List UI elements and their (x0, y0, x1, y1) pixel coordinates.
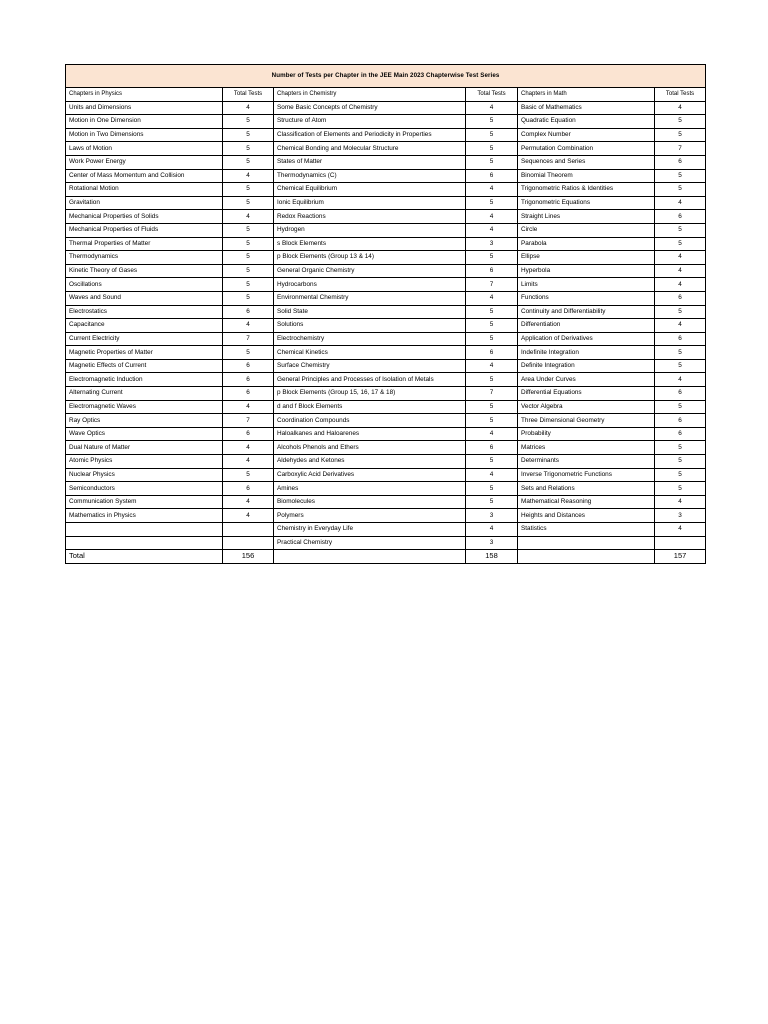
chemistry-chapter: General Organic Chemistry (274, 264, 466, 278)
empty-cell (518, 550, 655, 564)
physics-chapter: Atomic Physics (66, 455, 223, 469)
physics-tests: 6 (223, 387, 274, 401)
physics-chapter (66, 523, 223, 537)
chemistry-chapter: Structure of Atom (274, 115, 466, 129)
physics-chapter: Electromagnetic Induction (66, 373, 223, 387)
chemistry-chapter: p Block Elements (Group 13 & 14) (274, 251, 466, 265)
physics-tests: 5 (223, 346, 274, 360)
chemistry-chapter: d and f Block Elements (274, 400, 466, 414)
table-row (66, 115, 706, 129)
table-row (66, 128, 706, 142)
math-chapter: Mathematical Reasoning (518, 495, 655, 509)
math-chapter: Straight Lines (518, 210, 655, 224)
chemistry-tests: 6 (466, 441, 518, 455)
physics-chapter: Rotational Motion (66, 183, 223, 197)
math-chapter: Binomial Theorem (518, 169, 655, 183)
math-chapter: Functions (518, 291, 655, 305)
header-row (66, 88, 706, 102)
math-chapter: Sequences and Series (518, 155, 655, 169)
math-chapter: Statistics (518, 523, 655, 537)
math-chapter (518, 536, 655, 550)
total-label: Total (66, 550, 223, 564)
chemistry-chapter: Practical Chemistry (274, 536, 466, 550)
table-row (66, 387, 706, 401)
chemistry-chapter: Polymers (274, 509, 466, 523)
table-row (66, 468, 706, 482)
math-tests: 5 (655, 468, 706, 482)
physics-header: Chapters in Physics (66, 88, 223, 102)
physics-tests: 5 (223, 128, 274, 142)
chemistry-tests: 5 (466, 373, 518, 387)
chemistry-chapter: Solid State (274, 305, 466, 319)
table-row (66, 332, 706, 346)
physics-chapter: Semiconductors (66, 482, 223, 496)
physics-tests: 6 (223, 359, 274, 373)
math-chapter: Quadratic Equation (518, 115, 655, 129)
math-header: Chapters in Math (518, 88, 655, 102)
chemistry-chapter: States of Matter (274, 155, 466, 169)
math-chapter: Sets and Relations (518, 482, 655, 496)
table-row (66, 319, 706, 333)
table-row (66, 455, 706, 469)
math-total-header: Total Tests (655, 88, 706, 102)
math-chapter: Application of Derivatives (518, 332, 655, 346)
physics-tests: 5 (223, 264, 274, 278)
physics-tests: 4 (223, 319, 274, 333)
math-tests: 3 (655, 509, 706, 523)
math-tests: 6 (655, 387, 706, 401)
chemistry-tests: 4 (466, 101, 518, 115)
chemistry-chapter: Chemical Equilibrium (274, 183, 466, 197)
chemistry-tests: 5 (466, 495, 518, 509)
physics-chapter: Laws of Motion (66, 142, 223, 156)
math-chapter: Inverse Trigonometric Functions (518, 468, 655, 482)
physics-chapter: Gravitation (66, 196, 223, 210)
chemistry-tests: 4 (466, 427, 518, 441)
physics-chapter: Motion in Two Dimensions (66, 128, 223, 142)
chemistry-tests: 4 (466, 291, 518, 305)
table-row (66, 237, 706, 251)
chemistry-tests: 7 (466, 278, 518, 292)
physics-chapter: Motion in One Dimension (66, 115, 223, 129)
table-title: Number of Tests per Chapter in the JEE Main 2023 Chapterwise Test Series (66, 65, 706, 88)
table-row (66, 414, 706, 428)
physics-chapter: Thermodynamics (66, 251, 223, 265)
chemistry-tests: 5 (466, 251, 518, 265)
physics-tests: 5 (223, 237, 274, 251)
physics-chapter: Alternating Current (66, 387, 223, 401)
physics-chapter: Electromagnetic Waves (66, 400, 223, 414)
math-tests: 5 (655, 482, 706, 496)
chemistry-chapter: Chemical Kinetics (274, 346, 466, 360)
chemistry-chapter: Ionic Equilibrium (274, 196, 466, 210)
chemistry-tests: 6 (466, 346, 518, 360)
physics-chapter: Nuclear Physics (66, 468, 223, 482)
physics-chapter: Mathematics in Physics (66, 509, 223, 523)
chemistry-chapter: Hydrogen (274, 223, 466, 237)
math-chapter: Determinants (518, 455, 655, 469)
chemistry-tests: 3 (466, 536, 518, 550)
physics-tests: 5 (223, 155, 274, 169)
math-tests: 6 (655, 291, 706, 305)
chemistry-tests: 4 (466, 223, 518, 237)
chemistry-tests: 5 (466, 332, 518, 346)
physics-tests: 4 (223, 101, 274, 115)
math-tests: 6 (655, 427, 706, 441)
math-tests: 7 (655, 142, 706, 156)
table-row (66, 536, 706, 550)
table-row (66, 264, 706, 278)
physics-chapter (66, 536, 223, 550)
math-total: 157 (655, 550, 706, 564)
math-tests: 4 (655, 264, 706, 278)
math-chapter: Hyperbola (518, 264, 655, 278)
table-row (66, 101, 706, 115)
table-row (66, 346, 706, 360)
physics-tests: 5 (223, 278, 274, 292)
math-tests: 5 (655, 183, 706, 197)
math-tests: 5 (655, 400, 706, 414)
chemistry-chapter: Hydrocarbons (274, 278, 466, 292)
physics-chapter: Mechanical Properties of Fluids (66, 223, 223, 237)
physics-chapter: Mechanical Properties of Solids (66, 210, 223, 224)
math-tests: 4 (655, 251, 706, 265)
physics-tests: 4 (223, 509, 274, 523)
physics-tests: 5 (223, 291, 274, 305)
physics-tests (223, 523, 274, 537)
math-chapter: Limits (518, 278, 655, 292)
chemistry-chapter: Classification of Elements and Periodicity in Properties (274, 128, 466, 142)
math-tests: 5 (655, 305, 706, 319)
chemistry-tests: 5 (466, 414, 518, 428)
math-tests: 5 (655, 455, 706, 469)
chemistry-tests: 3 (466, 509, 518, 523)
math-tests: 5 (655, 128, 706, 142)
math-chapter: Three Dimensional Geometry (518, 414, 655, 428)
chemistry-chapter: Redox Reactions (274, 210, 466, 224)
physics-tests: 6 (223, 482, 274, 496)
chemistry-total: 158 (466, 550, 518, 564)
physics-chapter: Capacitance (66, 319, 223, 333)
chemistry-tests: 4 (466, 523, 518, 537)
chemistry-tests: 4 (466, 210, 518, 224)
physics-tests: 4 (223, 210, 274, 224)
math-chapter: Differentiation (518, 319, 655, 333)
chemistry-chapter: Thermodynamics (C) (274, 169, 466, 183)
math-tests: 4 (655, 196, 706, 210)
physics-tests: 5 (223, 115, 274, 129)
physics-tests: 5 (223, 183, 274, 197)
chemistry-chapter: Some Basic Concepts of Chemistry (274, 101, 466, 115)
physics-tests: 4 (223, 455, 274, 469)
chemistry-tests: 5 (466, 142, 518, 156)
math-chapter: Continuity and Differentiability (518, 305, 655, 319)
physics-chapter: Magnetic Effects of Current (66, 359, 223, 373)
table-row (66, 400, 706, 414)
physics-chapter: Kinetic Theory of Gases (66, 264, 223, 278)
chemistry-tests: 5 (466, 319, 518, 333)
physics-tests: 4 (223, 495, 274, 509)
chemistry-tests: 7 (466, 387, 518, 401)
physics-tests: 4 (223, 400, 274, 414)
math-chapter: Circle (518, 223, 655, 237)
table-row (66, 359, 706, 373)
table-row (66, 223, 706, 237)
physics-tests: 6 (223, 427, 274, 441)
table-row (66, 169, 706, 183)
physics-tests: 5 (223, 142, 274, 156)
math-chapter: Definite Integration (518, 359, 655, 373)
physics-chapter: Electrostatics (66, 305, 223, 319)
physics-chapter: Work Power Energy (66, 155, 223, 169)
chemistry-tests: 3 (466, 237, 518, 251)
math-chapter: Trigonometric Ratios & Identities (518, 183, 655, 197)
chemistry-chapter: Solutions (274, 319, 466, 333)
table-row (66, 427, 706, 441)
chemistry-tests: 6 (466, 264, 518, 278)
math-chapter: Basic of Mathematics (518, 101, 655, 115)
chemistry-tests: 5 (466, 305, 518, 319)
physics-tests: 5 (223, 251, 274, 265)
chemistry-tests: 5 (466, 115, 518, 129)
total-row (66, 550, 706, 564)
table-row (66, 509, 706, 523)
math-tests: 5 (655, 441, 706, 455)
chemistry-total-header: Total Tests (466, 88, 518, 102)
physics-chapter: Communication System (66, 495, 223, 509)
empty-cell (274, 550, 466, 564)
physics-chapter: Thermal Properties of Matter (66, 237, 223, 251)
physics-tests: 5 (223, 196, 274, 210)
math-chapter: Probability (518, 427, 655, 441)
table-row (66, 155, 706, 169)
math-chapter: Complex Number (518, 128, 655, 142)
chemistry-tests: 4 (466, 468, 518, 482)
chemistry-tests: 5 (466, 155, 518, 169)
physics-tests: 6 (223, 305, 274, 319)
physics-chapter: Wave Optics (66, 427, 223, 441)
chemistry-chapter: Biomolecules (274, 495, 466, 509)
math-tests: 4 (655, 523, 706, 537)
physics-tests: 7 (223, 414, 274, 428)
math-tests: 5 (655, 169, 706, 183)
chemistry-chapter: Aldehydes and Ketones (274, 455, 466, 469)
math-chapter: Vector Algebra (518, 400, 655, 414)
physics-chapter: Center of Mass Momentum and Collision (66, 169, 223, 183)
math-chapter: Differential Equations (518, 387, 655, 401)
table-row (66, 196, 706, 210)
math-tests: 5 (655, 346, 706, 360)
physics-chapter: Dual Nature of Matter (66, 441, 223, 455)
math-chapter: Ellipse (518, 251, 655, 265)
math-tests: 5 (655, 237, 706, 251)
chemistry-tests: 5 (466, 196, 518, 210)
math-tests: 5 (655, 223, 706, 237)
math-chapter: Parabola (518, 237, 655, 251)
table-row (66, 210, 706, 224)
math-tests: 5 (655, 359, 706, 373)
physics-chapter: Oscillations (66, 278, 223, 292)
math-tests: 6 (655, 155, 706, 169)
table-row (66, 251, 706, 265)
physics-chapter: Magnetic Properties of Matter (66, 346, 223, 360)
physics-chapter: Ray Optics (66, 414, 223, 428)
chapterwise-test-table (65, 64, 706, 564)
physics-tests: 4 (223, 441, 274, 455)
chemistry-chapter: Haloalkanes and Haloarenes (274, 427, 466, 441)
table-row (66, 441, 706, 455)
table-row (66, 482, 706, 496)
chemistry-tests: 4 (466, 359, 518, 373)
math-tests: 4 (655, 319, 706, 333)
math-tests: 4 (655, 101, 706, 115)
chemistry-chapter: Coordination Compounds (274, 414, 466, 428)
physics-chapter: Waves and Sound (66, 291, 223, 305)
math-tests: 4 (655, 495, 706, 509)
physics-total-header: Total Tests (223, 88, 274, 102)
math-tests: 6 (655, 210, 706, 224)
math-chapter: Matrices (518, 441, 655, 455)
physics-chapter: Current Electricity (66, 332, 223, 346)
chemistry-chapter: General Principles and Processes of Isolation of Metals (274, 373, 466, 387)
math-tests (655, 536, 706, 550)
table-row (66, 523, 706, 537)
chemistry-tests: 6 (466, 169, 518, 183)
chemistry-chapter: Chemical Bonding and Molecular Structure (274, 142, 466, 156)
chemistry-chapter: Amines (274, 482, 466, 496)
table-row (66, 183, 706, 197)
physics-tests: 7 (223, 332, 274, 346)
math-tests: 5 (655, 115, 706, 129)
math-tests: 6 (655, 332, 706, 346)
math-tests: 4 (655, 278, 706, 292)
chemistry-chapter: s Block Elements (274, 237, 466, 251)
chemistry-tests: 5 (466, 400, 518, 414)
table-row (66, 495, 706, 509)
math-chapter: Area Under Curves (518, 373, 655, 387)
chemistry-chapter: p Block Elements (Group 15, 16, 17 & 18) (274, 387, 466, 401)
chemistry-header: Chapters in Chemistry (274, 88, 466, 102)
physics-tests (223, 536, 274, 550)
math-chapter: Permutation Combination (518, 142, 655, 156)
chemistry-chapter: Carboxylic Acid Derivatives (274, 468, 466, 482)
physics-total: 156 (223, 550, 274, 564)
table-row (66, 373, 706, 387)
chemistry-tests: 4 (466, 183, 518, 197)
table-row (66, 278, 706, 292)
math-chapter: Heights and Distances (518, 509, 655, 523)
chemistry-tests: 5 (466, 482, 518, 496)
math-chapter: Trigonometric Equations (518, 196, 655, 210)
math-chapter: Indefinite Integration (518, 346, 655, 360)
table-row (66, 142, 706, 156)
chemistry-chapter: Chemistry in Everyday Life (274, 523, 466, 537)
chemistry-tests: 5 (466, 128, 518, 142)
table-row (66, 291, 706, 305)
chemistry-chapter: Electrochemistry (274, 332, 466, 346)
physics-tests: 6 (223, 373, 274, 387)
math-tests: 4 (655, 373, 706, 387)
physics-tests: 5 (223, 223, 274, 237)
math-tests: 6 (655, 414, 706, 428)
physics-chapter: Units and Dimensions (66, 101, 223, 115)
table-row (66, 305, 706, 319)
chemistry-chapter: Environmental Chemistry (274, 291, 466, 305)
chemistry-chapter: Surface Chemistry (274, 359, 466, 373)
physics-tests: 4 (223, 169, 274, 183)
chemistry-chapter: Alcohols Phenols and Ethers (274, 441, 466, 455)
chemistry-tests: 5 (466, 455, 518, 469)
physics-tests: 5 (223, 468, 274, 482)
